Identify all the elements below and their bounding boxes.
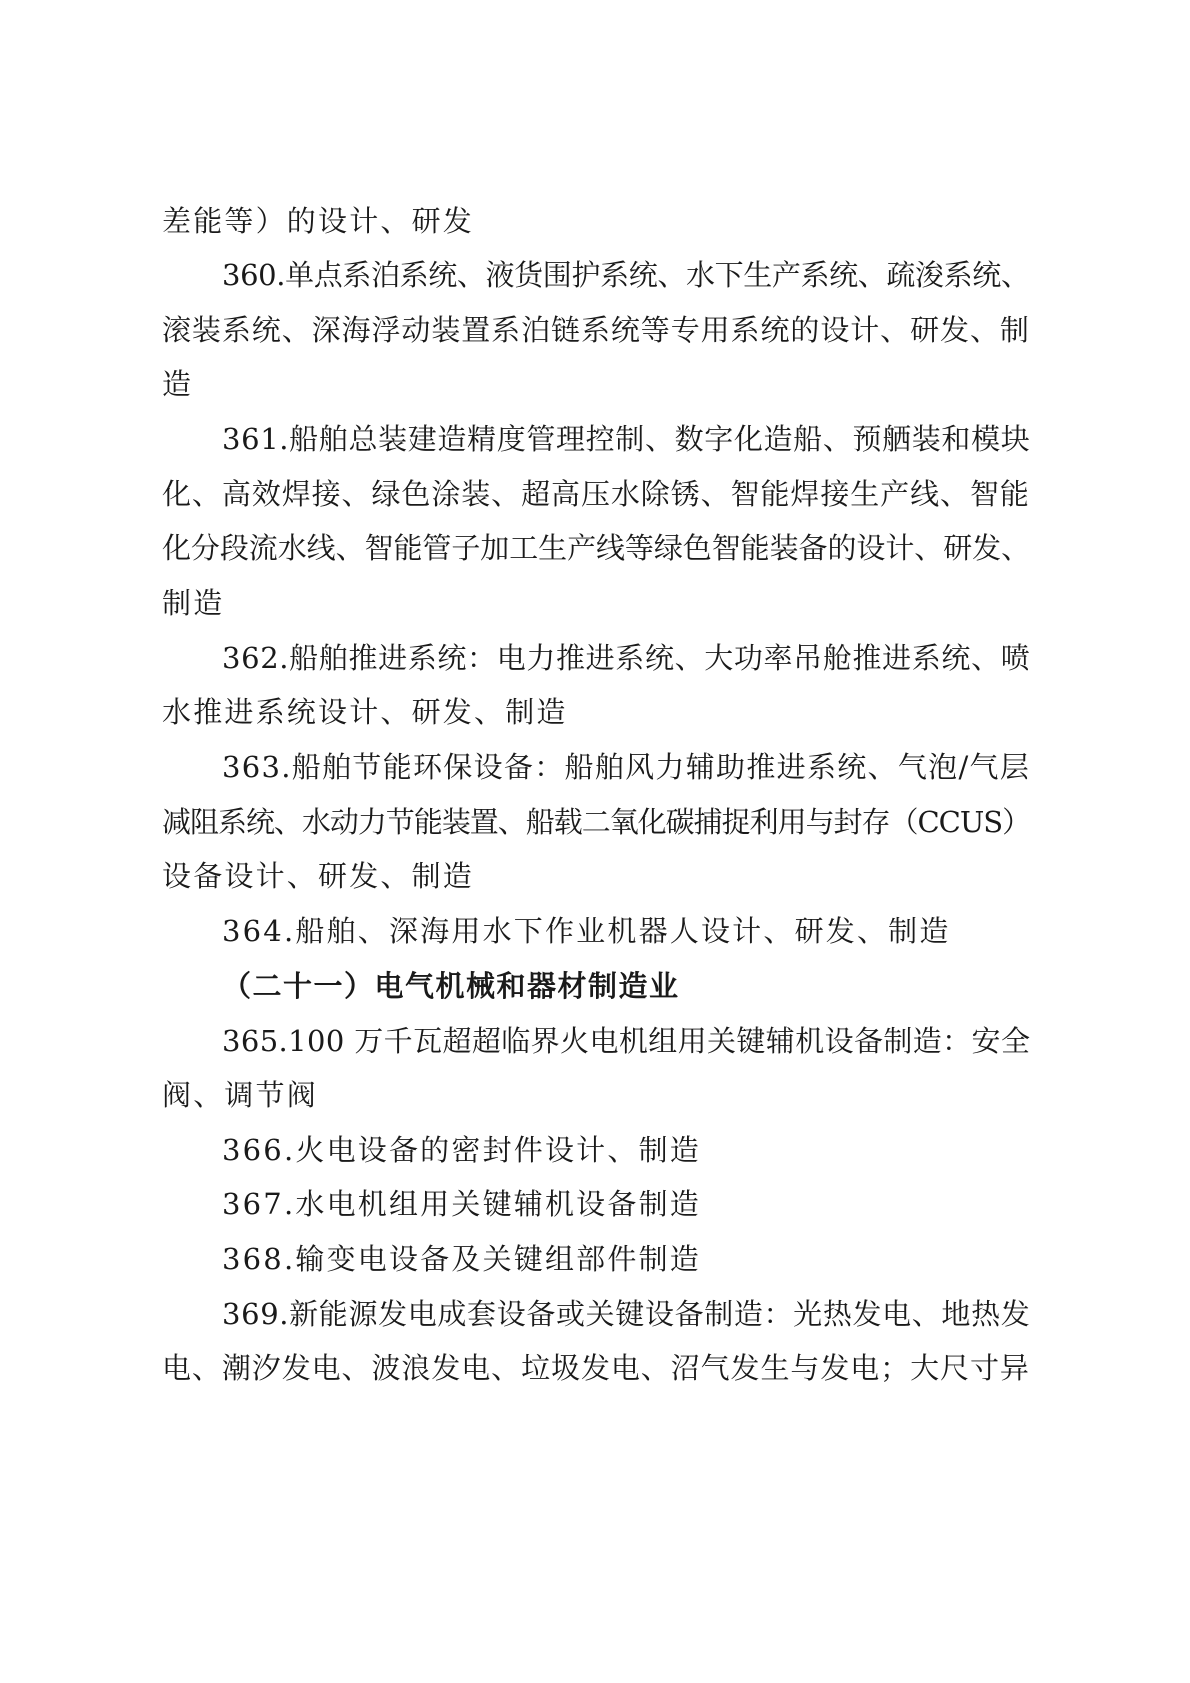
text-line: 设备设计、研发、制造	[162, 859, 475, 893]
text-line: 差能等）的设计、研发	[162, 204, 475, 238]
list-item-369: 369.新能源发电成套设备或关键设备制造：光热发电、地热发	[222, 1297, 1031, 1331]
text-line: 水推进系统设计、研发、制造	[162, 695, 568, 729]
text-line: 减阻系统、水动力节能装置、船载二氧化碳捕捉利用与封存（CCUS）	[162, 805, 1031, 839]
text-line: 造	[162, 367, 194, 401]
text-line: 制造	[162, 586, 225, 620]
text-line: 电、潮汐发电、波浪发电、垃圾发电、沼气发生与发电；大尺寸异	[162, 1351, 1030, 1385]
list-item-363: 363.船舶节能环保设备：船舶风力辅助推进系统、气泡/气层	[222, 750, 1031, 784]
list-item-360: 360.单点系泊系统、液货围护系统、水下生产系统、疏浚系统、	[222, 258, 1030, 292]
section-heading: （二十一）电气机械和器材制造业	[222, 969, 680, 1003]
list-item-366: 366.火电设备的密封件设计、制造	[222, 1133, 701, 1167]
list-item-362: 362.船舶推进系统：电力推进系统、大功率吊舱推进系统、喷	[222, 641, 1031, 675]
list-item-367: 367.水电机组用关键辅机设备制造	[222, 1187, 701, 1221]
text-line: 化分段流水线、智能管子加工生产线等绿色智能装备的设计、研发、	[162, 531, 1031, 565]
text-line: 阀、调节阀	[162, 1078, 319, 1112]
text-line: 滚装系统、深海浮动装置系泊链系统等专用系统的设计、研发、制	[162, 313, 1030, 347]
list-item-364: 364.船舶、深海用水下作业机器人设计、研发、制造	[222, 914, 951, 948]
list-item-361: 361.船舶总装建造精度管理控制、数字化造船、预舾装和模块	[222, 422, 1031, 456]
list-item-365: 365.100 万千瓦超超临界火电机组用关键辅机设备制造：安全	[222, 1024, 1031, 1058]
list-item-368: 368.输变电设备及关键组部件制造	[222, 1242, 701, 1276]
text-line: 化、高效焊接、绿色涂装、超高压水除锈、智能焊接生产线、智能	[162, 477, 1030, 511]
